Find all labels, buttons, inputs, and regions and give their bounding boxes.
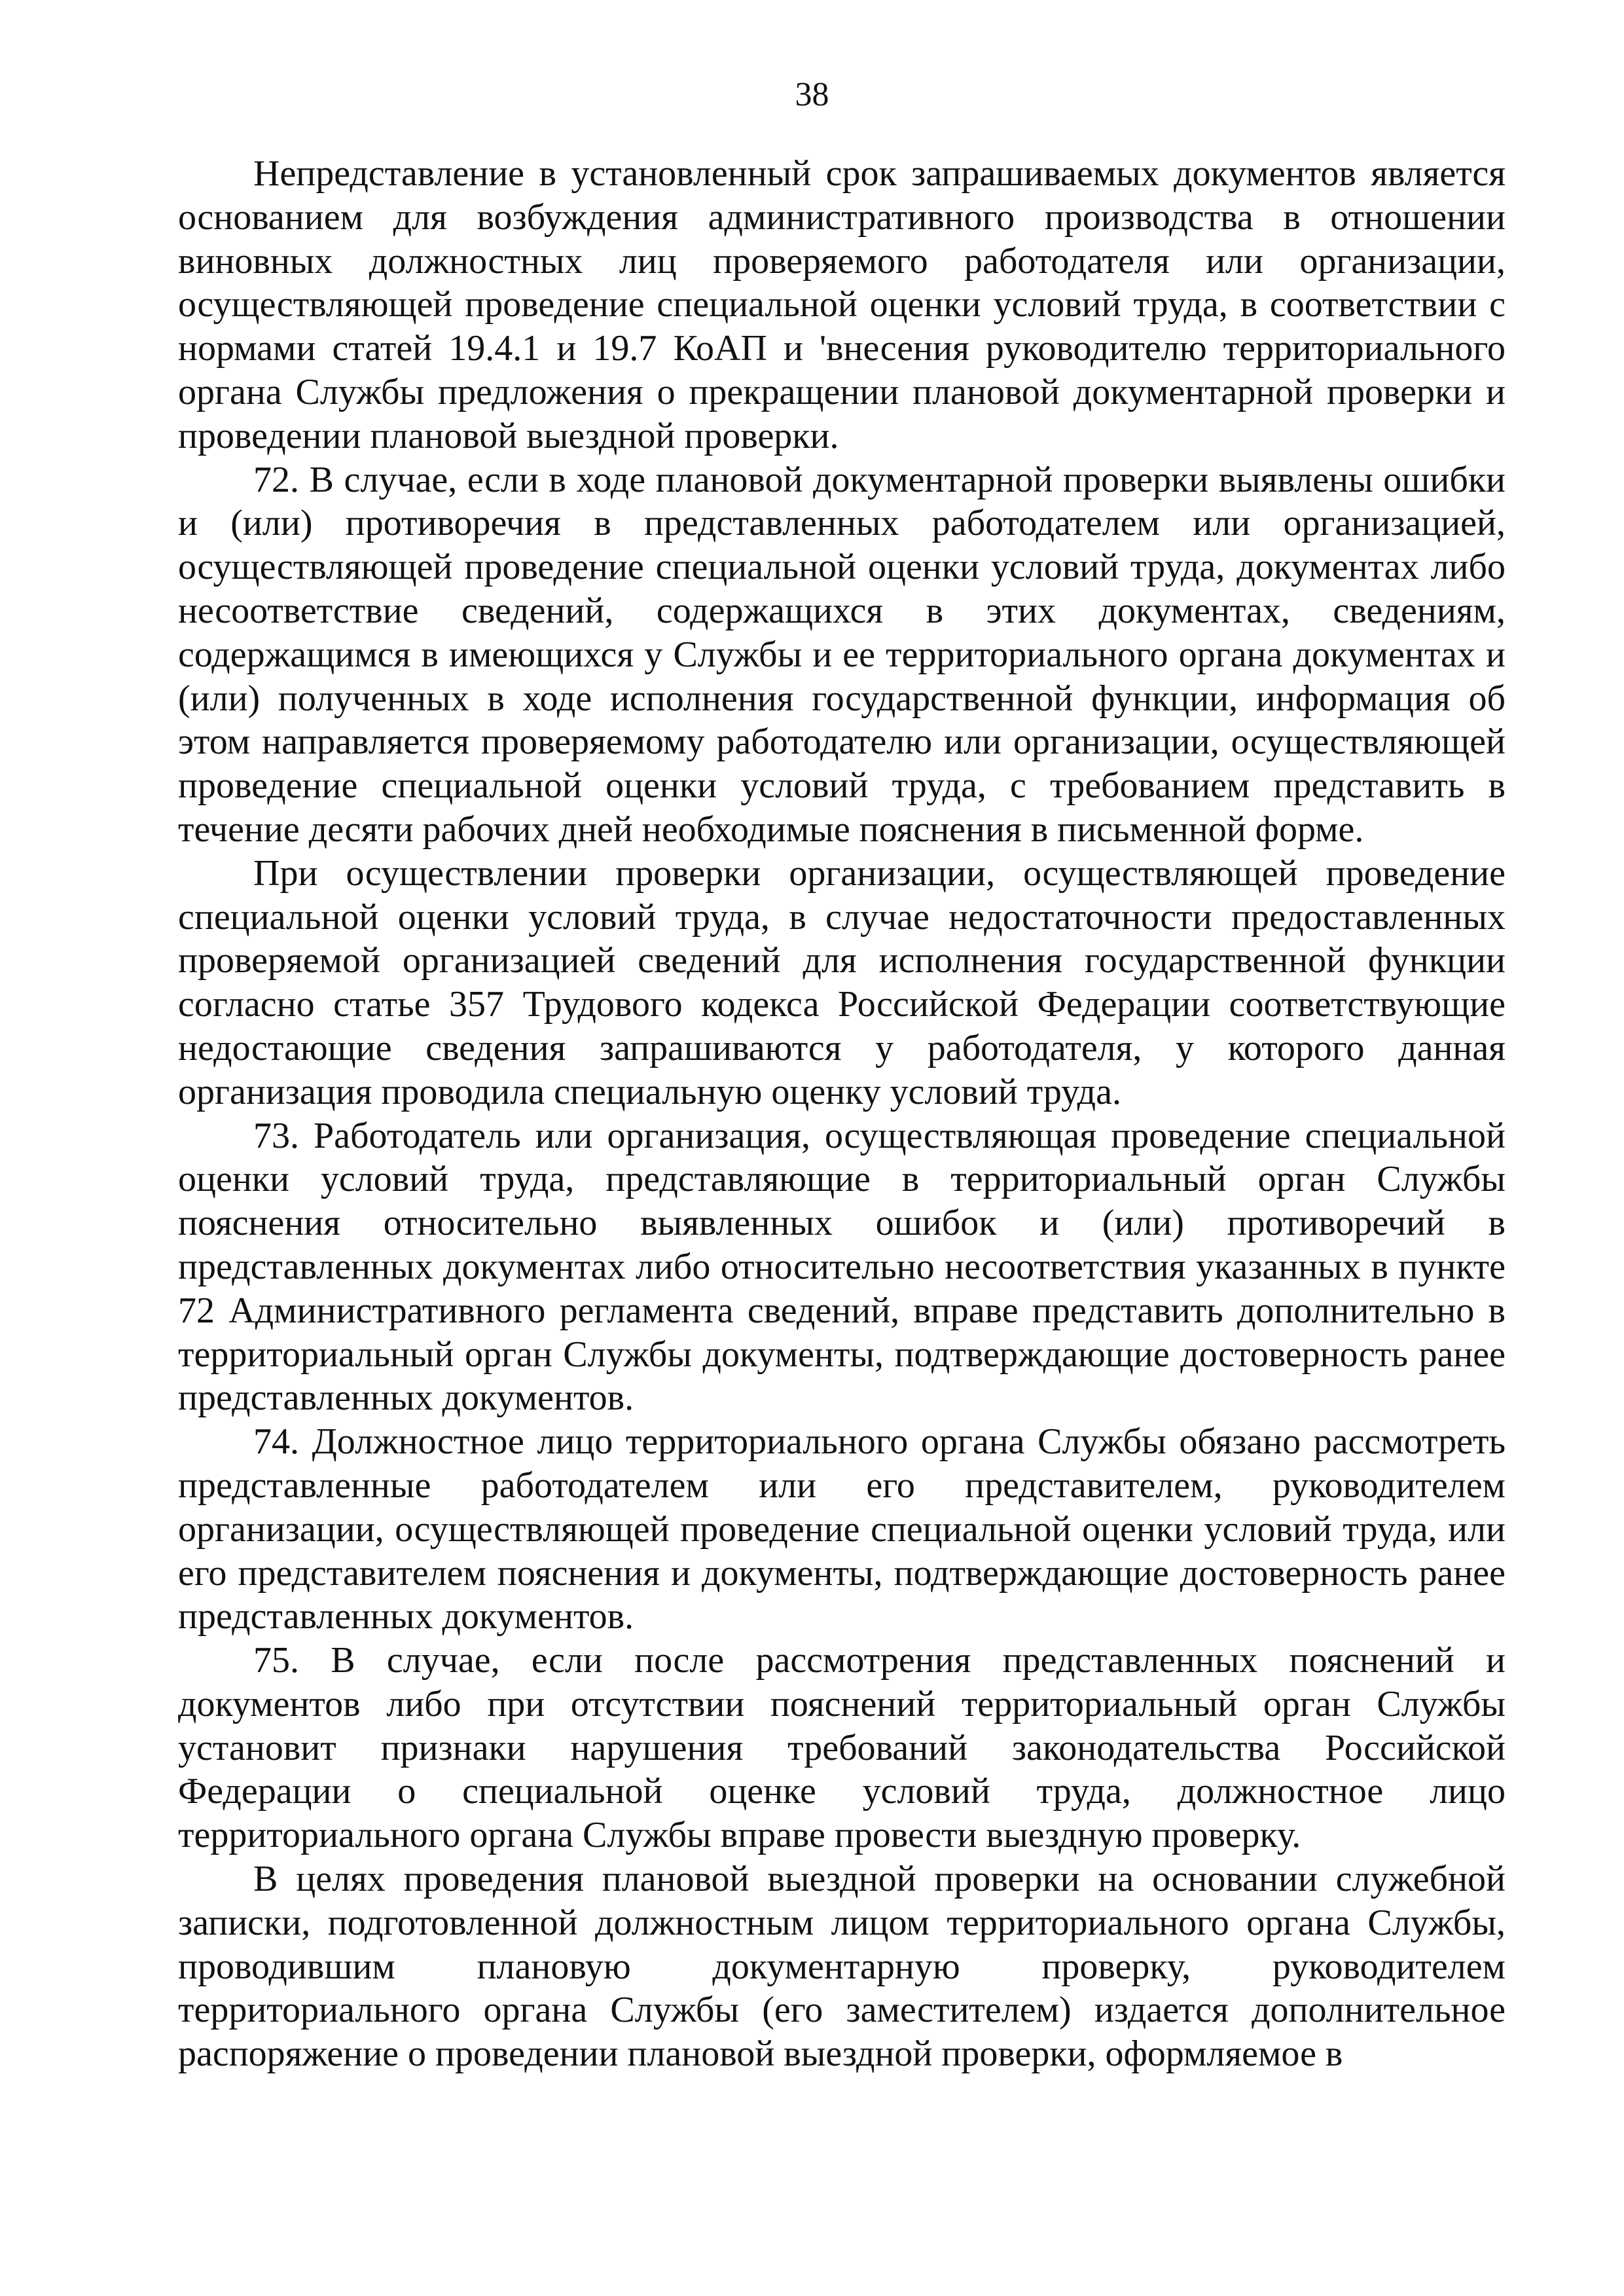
paragraph-73-explanations: 73. Работодатель или организация, осуществляющая проведение специальной оценки условий труда, представляющие в территориальный орган Службы пояснения относительно выявленных ошибок и (или) противоречий в представленных документах либо относительно несоответствия указанных в пункте 72 Административного регламента сведений, вправе представить дополнительно в территориальный орган Службы документы, подтверждающие достоверность ранее представленных документов. [178,1115,1506,1419]
document-body [178,152,1506,2076]
paragraph-non-submission: Непредставление в установленный срок запрашиваемых документов является основанием для возбуждения административного производства в отношении виновных должностных лиц проверяемого работодателя или организации, осуществляющей проведение специальной оценки условий труда, в соответствии с нормами статей 19.4.1 и 19.7 КоАП и 'внесения руководителю территориального органа Службы предложения о прекращении плановой документарной проверки и проведении плановой выездной проверки. [178,153,1506,456]
page-number: 38 [795,76,829,113]
paragraph-insufficient-info: При осуществлении проверки организации, осуществляющей проведение специальной оценки условий труда, в случае недостаточности предоставленных проверяемой организацией сведений для исполнения государственной функции согласно статье 357 Трудового кодекса Российской Федерации соответствующие недостающие сведения запрашиваются у работодателя, у которого данная организация проводила специальную оценку условий труда. [178,852,1506,1112]
paragraph-74-review: 74. Должностное лицо территориального органа Службы обязано рассмотреть представленные работодателем или его представителем, руководителем организации, осуществляющей проведение специальной оценки условий труда, или его представителем пояснения и документы, подтверждающие достоверность ранее представленных документов. [178,1421,1506,1637]
paragraph-additional-order: В целях проведения плановой выездной проверки на основании служебной записки, подготовленной должностным лицом территориального органа Службы, проводившим плановую документарную проверку, руководителем территориального органа Службы (его заместителем) издается дополнительное распоряжение о проведении плановой выездной проверки, оформляемое в [178,1859,1506,2075]
paragraph-72-errors: 72. В случае, если в ходе плановой документарной проверки выявлены ошибки и (или) противоречия в представленных работодателем или организацией, осуществляющей проведение специальной оценки условий труда, документах либо несоответствие сведений, содержащихся в этих документах, сведениям, содержащимся в имеющихся у Службы и ее территориального органа документах и (или) полученных в ходе исполнения государственной функции, информация об этом направляется проверяемому работодателю или организации, осуществляющей проведение специальной оценки условий труда, с требованием представить в течение десяти рабочих дней необходимые пояснения в письменной форме. [178,459,1506,850]
paragraph-75-field-inspection: 75. В случае, если после рассмотрения представленных пояснений и документов либо при отсутствии пояснений территориальный орган Службы установит признаки нарушения требований законодательства Российской Федерации о специальной оценке условий труда, должностное лицо территориального органа Службы вправе провести выездную проверку. [178,1640,1506,1856]
